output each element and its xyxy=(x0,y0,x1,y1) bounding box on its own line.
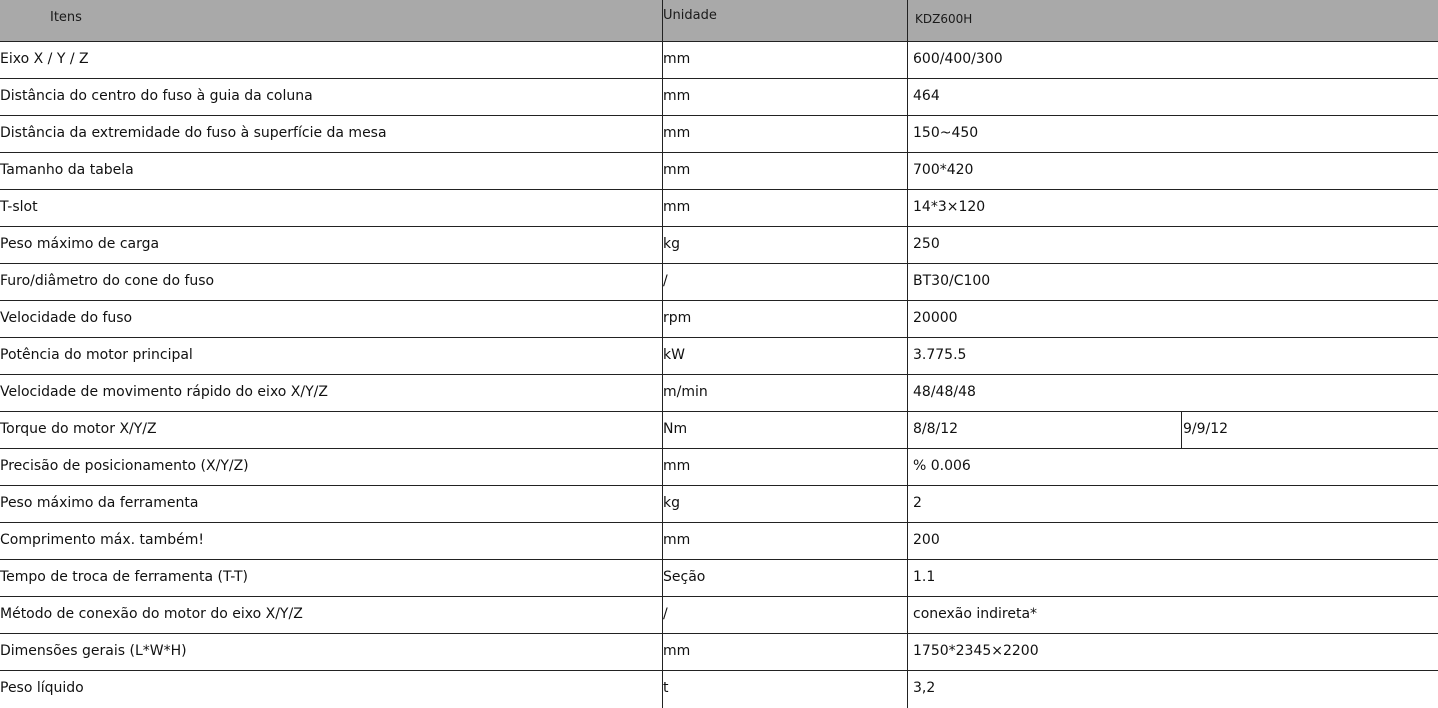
row-item: Velocidade do fuso xyxy=(0,310,133,326)
table-row xyxy=(0,523,1438,560)
table-body xyxy=(0,42,1438,708)
row-unit: mm xyxy=(663,88,691,104)
column-divider-value xyxy=(907,0,908,708)
row-item: Método de conexão do motor do eixo X/Y/Z xyxy=(0,606,303,622)
table-row xyxy=(0,42,1438,79)
row-item: Tamanho da tabela xyxy=(0,162,134,178)
row-value: 2 xyxy=(913,495,922,511)
table-row xyxy=(0,634,1438,671)
row-unit: mm xyxy=(663,125,691,141)
row-unit: mm xyxy=(663,532,691,548)
table-row xyxy=(0,79,1438,116)
row-value: 1.1 xyxy=(913,569,936,585)
row-item: T-slot xyxy=(0,199,38,215)
row-item: Potência do motor principal xyxy=(0,347,193,363)
row-item: Eixo X / Y / Z xyxy=(0,51,89,67)
row-value: conexão indireta* xyxy=(913,606,1038,622)
header-unit: Unidade xyxy=(663,8,717,23)
table-row xyxy=(0,375,1438,412)
row-unit: kg xyxy=(663,495,680,511)
row-value: 600/400/300 xyxy=(913,51,1003,67)
table-row xyxy=(0,116,1438,153)
row-value: 14*3×120 xyxy=(913,199,986,215)
table-row xyxy=(0,153,1438,190)
table-row xyxy=(0,338,1438,375)
row-item: Distância da extremidade do fuso à superfície da mesa xyxy=(0,125,387,141)
row-unit: mm xyxy=(663,162,691,178)
row-value: 464 xyxy=(913,88,940,104)
column-divider-unit xyxy=(662,0,663,708)
row-unit: mm xyxy=(663,51,691,67)
table-row xyxy=(0,486,1438,523)
row-item: Precisão de posicionamento (X/Y/Z) xyxy=(0,458,249,474)
header-items: Itens xyxy=(50,10,82,25)
row-unit: Seção xyxy=(663,569,706,585)
row-unit: mm xyxy=(663,199,691,215)
table-row xyxy=(0,412,1438,449)
row-value-2: 9/9/12 xyxy=(1183,421,1229,437)
row-unit: m/min xyxy=(663,384,708,400)
table-row xyxy=(0,264,1438,301)
row-item: Distância do centro do fuso à guia da coluna xyxy=(0,88,313,104)
row-unit: mm xyxy=(663,458,691,474)
row-value: 150~450 xyxy=(913,125,979,141)
row-value: 700*420 xyxy=(913,162,974,178)
row-value: 1750*2345×2200 xyxy=(913,643,1039,659)
row-item: Furo/diâmetro do cone do fuso xyxy=(0,273,215,289)
row-value: 48/48/48 xyxy=(913,384,976,400)
row-value: 8/8/12 xyxy=(913,421,959,437)
table-header xyxy=(0,0,1438,42)
table-row xyxy=(0,449,1438,486)
table-row xyxy=(0,597,1438,634)
row-value: 200 xyxy=(913,532,940,548)
header-model: KDZ600H xyxy=(915,12,973,26)
table-row xyxy=(0,190,1438,227)
row-value: 3.775.5 xyxy=(913,347,967,363)
table-row xyxy=(0,301,1438,338)
row-item: Comprimento máx. também! xyxy=(0,532,204,548)
row-unit: t xyxy=(663,680,669,696)
row-item: Peso líquido xyxy=(0,680,84,696)
row-item: Peso máximo de carga xyxy=(0,236,160,252)
row-item: Velocidade de movimento rápido do eixo X/Y/Z xyxy=(0,384,328,400)
row-unit: kW xyxy=(663,347,685,363)
row-value: BT30/C100 xyxy=(913,273,991,289)
row-value: 20000 xyxy=(913,310,958,326)
table-row xyxy=(0,227,1438,264)
row-item: Tempo de troca de ferramenta (T-T) xyxy=(0,569,248,585)
row-value: 3,2 xyxy=(913,680,936,696)
table-row xyxy=(0,671,1438,708)
row-value: % 0.006 xyxy=(913,458,971,474)
row-unit: rpm xyxy=(663,310,692,326)
row-unit: kg xyxy=(663,236,680,252)
row-item: Torque do motor X/Y/Z xyxy=(0,421,157,437)
row-value: 250 xyxy=(913,236,940,252)
row-unit: mm xyxy=(663,643,691,659)
row-unit: / xyxy=(663,606,668,622)
row-item: Peso máximo da ferramenta xyxy=(0,495,199,511)
table-row xyxy=(0,560,1438,597)
row-item: Dimensões gerais (L*W*H) xyxy=(0,643,187,659)
row-unit: / xyxy=(663,273,668,289)
column-divider-value2 xyxy=(1181,412,1182,448)
row-unit: Nm xyxy=(663,421,688,437)
